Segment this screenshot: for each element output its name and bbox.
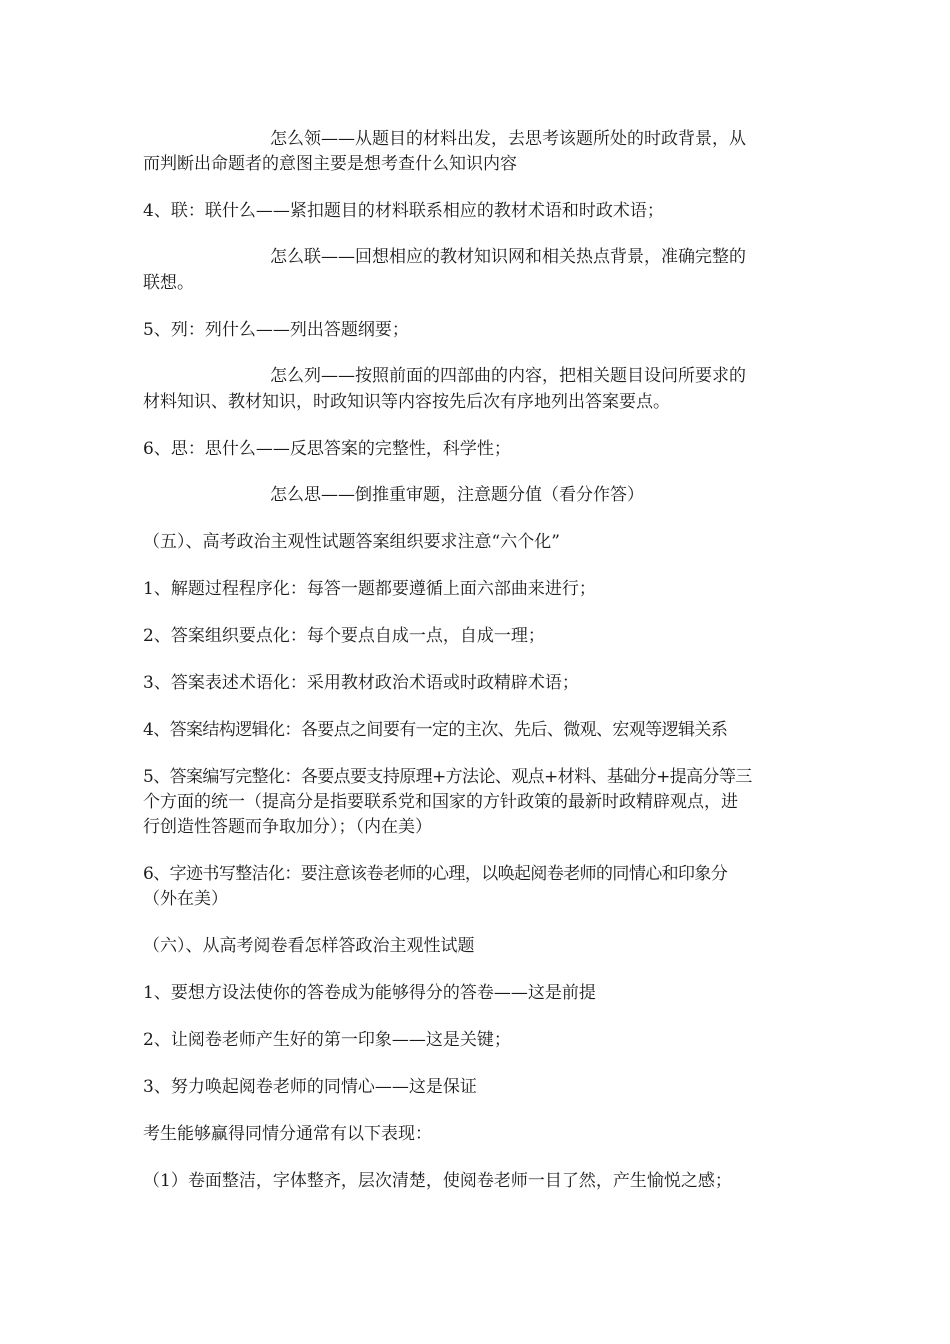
paragraph-line: 6、思：思什么——反思答案的完整性，科学性； <box>143 439 511 459</box>
paragraph-line: 2、让阅卷老师产生好的第一印象——这是关键； <box>143 1030 511 1050</box>
paragraph-line: 材料知识、教材知识，时政知识等内容按先后次有序地列出答案要点。 <box>143 392 670 412</box>
paragraph-line: 4、答案结构逻辑化：各要点之间要有一定的主次、先后、微观、宏观等逻辑关系 <box>143 720 728 740</box>
paragraph-line: 2、答案组织要点化：每个要点自成一点，自成一理； <box>143 626 545 646</box>
paragraph-line: 怎么领——从题目的材料出发，去思考该题所处的时政背景，从 <box>270 129 746 149</box>
paragraph-line: 行创造性答题而争取加分）；（内在美） <box>143 817 432 837</box>
paragraph-line: 1、解题过程程序化：每答一题都要遵循上面六部曲来进行； <box>143 579 596 599</box>
paragraph-line: 4、联：联什么——紧扣题目的材料联系相应的教材术语和时政术语； <box>143 201 664 221</box>
paragraph-line: 怎么列——按照前面的四部曲的内容，把相关题目设问所要求的 <box>270 366 746 386</box>
paragraph-line: 3、努力唤起阅卷老师的同情心——这是保证 <box>143 1077 477 1097</box>
paragraph-line: 5、答案编写完整化：各要点要支持原理+方法论、观点+材料、基础分+提高分等三 <box>143 767 752 787</box>
paragraph-line: 怎么思——倒推重审题，注意题分值（看分作答） <box>270 485 644 505</box>
paragraph-line: 个方面的统一（提高分是指要联系党和国家的方针政策的最新时政精辟观点，进 <box>143 792 738 812</box>
paragraph-line: 联想。 <box>143 273 194 293</box>
paragraph-line: 6、字迹书写整洁化：要注意该卷老师的心理，以唤起阅卷老师的同情心和印象分 <box>143 864 728 884</box>
paragraph-line: 怎么联——回想相应的教材知识网和相关热点背景，准确完整的 <box>270 247 746 267</box>
paragraph-line: （外在美） <box>143 889 228 909</box>
section-heading: （五）、高考政治主观性试题答案组织要求注意“六个化” <box>143 532 560 552</box>
paragraph-line: 3、答案表述术语化：采用教材政治术语或时政精辟术语； <box>143 673 579 693</box>
paragraph-line: 5、列：列什么——列出答题纲要； <box>143 320 409 340</box>
paragraph-line: 考生能够赢得同情分通常有以下表现： <box>143 1124 432 1144</box>
paragraph-line: 而判断出命题者的意图主要是想考查什么知识内容 <box>143 154 517 174</box>
paragraph-line: （1）卷面整洁，字体整齐，层次清楚，使阅卷老师一目了然，产生愉悦之感； <box>143 1171 732 1191</box>
paragraph-line: 1、要想方设法使你的答卷成为能够得分的答卷——这是前提 <box>143 983 596 1003</box>
section-heading: （六）、从高考阅卷看怎样答政治主观性试题 <box>143 936 475 956</box>
